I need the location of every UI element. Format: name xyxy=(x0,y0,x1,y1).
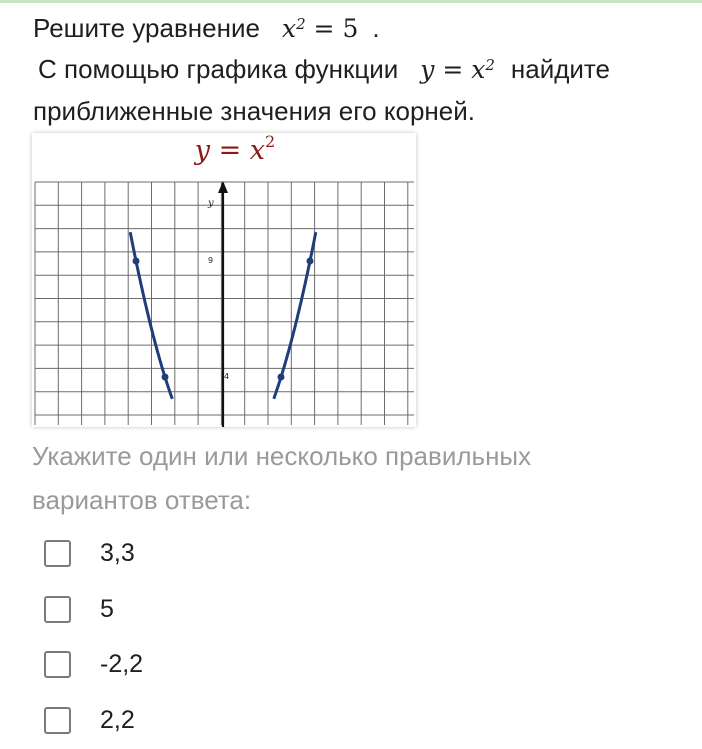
curve-point xyxy=(133,258,140,265)
question-period: . xyxy=(372,13,380,43)
answer-option-2[interactable] xyxy=(44,592,114,626)
checkbox-option-3[interactable] xyxy=(44,651,71,678)
option-label-4: 2,2 xyxy=(100,705,135,734)
fn-exponent: 2 xyxy=(485,56,495,74)
function-formula xyxy=(420,55,495,84)
curve-point xyxy=(307,258,314,265)
y-axis-label: y xyxy=(208,198,214,209)
eq-exponent: 2 xyxy=(296,15,306,33)
question-line-1 xyxy=(33,12,380,45)
eq-rest: = 5 xyxy=(305,14,359,43)
graph-title-text: y = x xyxy=(194,135,266,166)
option-label-1: 3,3 xyxy=(100,538,135,567)
instruction-line-1: Укажите один или несколько правильных xyxy=(32,441,532,471)
graph-title-exponent: 2 xyxy=(265,133,276,151)
graph-title xyxy=(32,135,416,166)
graph-svg xyxy=(32,133,416,427)
question-text-2: С помощью графика функции xyxy=(38,54,399,84)
grid-lines xyxy=(35,182,414,425)
answer-option-4[interactable] xyxy=(44,703,135,737)
curve-point xyxy=(162,374,169,381)
option-label-3: -2,2 xyxy=(100,649,144,678)
question-line-2 xyxy=(38,53,610,86)
checkbox-option-4[interactable] xyxy=(44,707,71,734)
axes xyxy=(218,181,228,427)
curve-point xyxy=(278,374,285,381)
question-text-2b: найдите xyxy=(510,54,611,84)
tick-label-9: 9 xyxy=(208,256,214,265)
fn-lhs: y = x xyxy=(420,55,486,84)
equation xyxy=(282,14,358,43)
question-text-3: приближенные значения его корней. xyxy=(33,96,475,126)
eq-base: x xyxy=(281,14,297,43)
answer-option-1[interactable] xyxy=(44,536,135,570)
question-text-1: Решите уравнение xyxy=(33,13,260,43)
answer-option-3[interactable] xyxy=(44,647,143,681)
instruction-line-2: вариантов ответа: xyxy=(32,485,252,515)
checkbox-option-2[interactable] xyxy=(44,596,71,623)
top-accent-line xyxy=(0,0,702,3)
checkbox-option-1[interactable] xyxy=(44,540,71,567)
tick-label-4: 4 xyxy=(224,372,230,381)
parabola-graph xyxy=(32,133,416,427)
option-label-2: 5 xyxy=(100,594,114,623)
question-line-3 xyxy=(33,95,475,127)
